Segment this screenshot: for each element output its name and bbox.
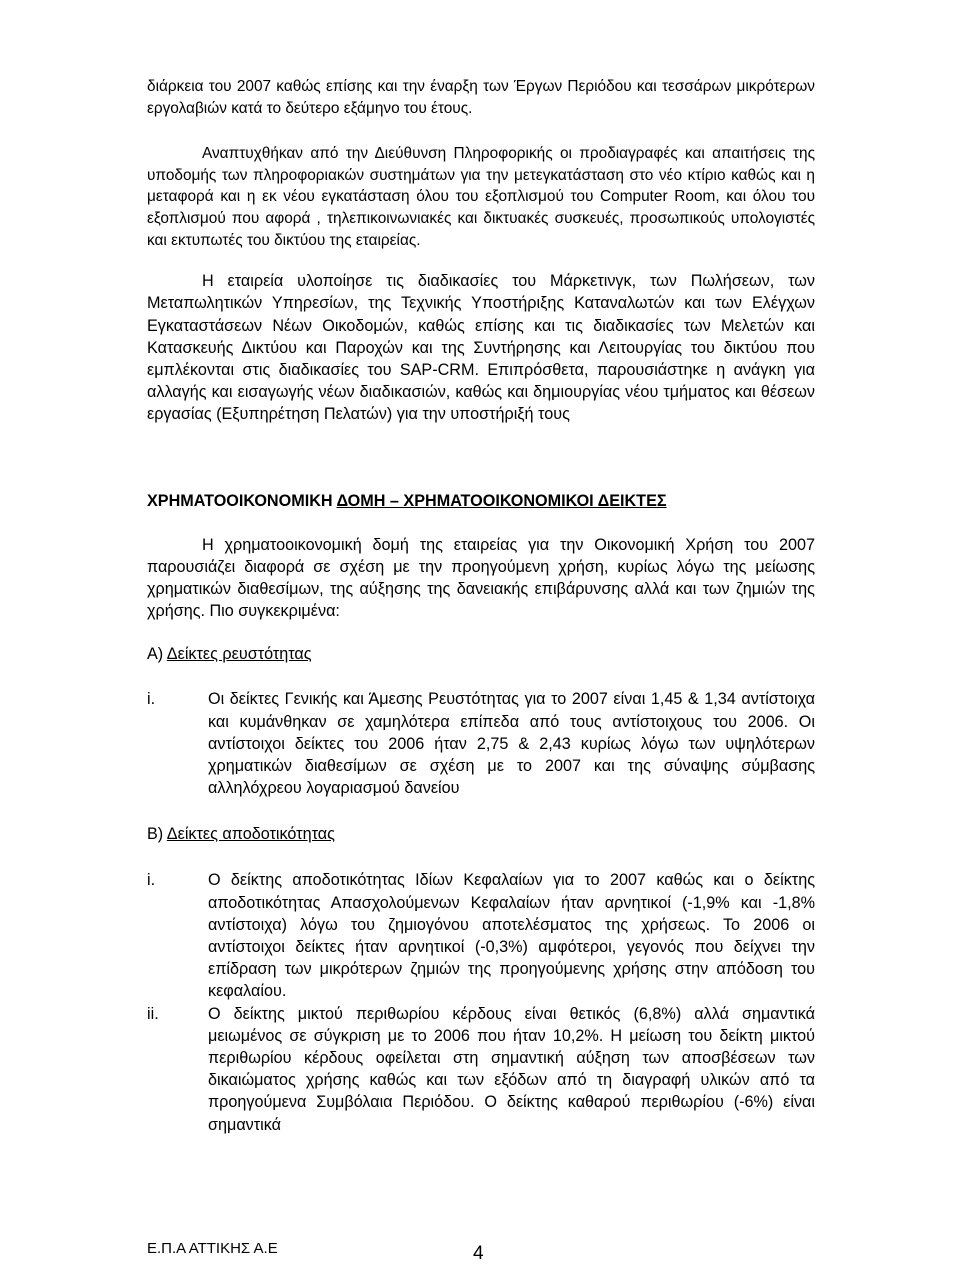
- list-marker: ii.: [147, 1004, 159, 1023]
- section-heading-part1: ΧΡΗΜΑΤΟΟΙΚΟΝΟΜΙΚΗ: [147, 491, 337, 510]
- liquidity-list: [147, 688, 815, 799]
- subheading-liquidity: [147, 643, 815, 665]
- subheading-profitability: [147, 823, 815, 845]
- document-page: [147, 76, 815, 1136]
- page-number: 4: [473, 1243, 484, 1264]
- list-item: [147, 1003, 815, 1136]
- list-item: [147, 688, 815, 799]
- paragraph-financial-structure: Η χρηματοοικονομική δομή της εταιρείας για την Οικονομική Χρήση του 2007 παρουσιάζει διαφορά σε σχέση με την προηγούμενη χρήση, κυρίως λόγω της μείωσης χρηματικών διαθεσίμων, της αύξησης της δανειακής επιβάρυνσης αλλά και των ζημιών της χρήσης. Πιο συγκεκριμένα:: [147, 535, 815, 621]
- section-heading-part3: ΔΕΙΚΤΕΣ: [597, 491, 667, 510]
- paragraph-it-infrastructure: Αναπτυχθήκαν από την Διεύθυνση Πληροφορικής οι προδιαγραφές και απαιτήσεις της υποδομής των πληροφοριακών συστημάτων για την μετεγκατάσταση στο νέο κτίριο καθώς και η μεταφορά και η εκ νέου εγκατάσταση όλου του εξοπλισμού του Computer Room, και όλου του εξοπλισμού που αφορά , τηλεπικοινωνιακές και δικτυακές συσκευές, προσωπικούς υπολογιστές και εκτυπωτές του δικτύου της εταιρείας.: [147, 145, 815, 249]
- list-item-text: Ο δείκτης αποδοτικότητας Ιδίων Κεφαλαίων για το 2007 καθώς και ο δείκτης αποδοτικότητας Απασχολούμενων Κεφαλαίων ήταν αρνητικοί (-1,9% και -1,8% αντίστοιχα) λόγω του ζημιογόνου αποτελέσματος της χρήσεως. Το 2006 οι αντίστοιχοι δείκτες ήταν αρνητικοί (-0,3%) αμφότεροι, γεγονός που δείχνει την επίδραση των μικρότερων ζημιών της προηγούμενης χρήσης στην απόδοση του κεφαλαίου.: [208, 871, 815, 1001]
- section-heading-part2: ΔΟΜΗ – ΧΡΗΜΑΤΟΟΙΚΟΝΟΜΙΚΟΙ: [336, 491, 598, 510]
- paragraph-continuation: διάρκεια του 2007 καθώς επίσης και την έναρξη των Έργων Περιόδου και τεσσάρων μικρότερων εργολαβιών κατά το δεύτερο εξάμηνο του έτους.: [147, 78, 815, 117]
- subheading-profitability-title: Δείκτες αποδοτικότητας: [166, 825, 335, 844]
- subheading-profitability-prefix: Β): [147, 825, 167, 844]
- profitability-list: [147, 869, 815, 1135]
- footer-company: Ε.Π.Α ΑΤΤΙΚΗΣ Α.Ε: [147, 1240, 278, 1257]
- list-item-text: Ο δείκτης μικτού περιθωρίου κέρδους είναι θετικός (6,8%) αλλά σημαντικά μειωμένος σε σύγκριση με το 2006 που ήταν 10,2%. Η μείωση του δείκτη μικτού περιθωρίου κέρδους οφείλεται στη σημαντική αύξηση των αποσβέσεων των δικαιώματος χρήσης καθώς και των εξόδων από τη διαγραφή υλικών από τα προηγούμενα Συμβόλαια Περιόδου. Ο δείκτης καθαρού περιθωρίου (-6%) είναι σημαντικά: [208, 1004, 815, 1134]
- subheading-liquidity-prefix: Α): [147, 645, 167, 664]
- subheading-liquidity-title: Δείκτες ρευστότητας: [166, 645, 312, 664]
- list-marker: i.: [147, 690, 156, 709]
- list-item-text: Οι δείκτες Γενικής και Άμεσης Ρευστότητας για το 2007 είναι 1,45 & 1,34 αντίστοιχα και κυμάνθηκαν σε χαμηλότερα επίπεδα από τους αντίστοιχους του 2006. Οι αντίστοιχοι δείκτες του 2006 ήταν 2,75 & 2,43 κυρίως λόγω των υψηλότερων χρηματικών διαθεσίμων σε σχέση με το 2007 και της σύναψης σύμβασης αλληλόχρεου λογαριασμού δανείου: [208, 690, 815, 798]
- section-heading: [147, 490, 815, 512]
- list-marker: i.: [147, 871, 156, 890]
- paragraph-crm-processes: Η εταιρεία υλοποίησε τις διαδικασίες του Μάρκετινγκ, των Πωλήσεων, των Μεταπωλητικών Υπηρεσίων, της Τεχνικής Υποστήριξης Καταναλωτών και των Ελέγχων Εγκαταστάσεων Νέων Οικοδομών, καθώς επίσης και τις διαδικασίες των Μελετών και Κατασκευής Δικτύου και Παροχών και της Συντήρησης και Λειτουργίας του δικτύου που εμπλέκονται στις διαδικασίες του SAP-CRM. Επιπρόσθετα, παρουσιάστηκε η ανάγκη για αλλαγής και εισαγωγής νέων διαδικασιών, καθώς και δημιουργίας νέου τμήματος και θέσεων εργασίας (Εξυπηρέτηση Πελατών) για την υποστήριξή τους: [147, 272, 815, 424]
- list-item: [147, 869, 815, 1002]
